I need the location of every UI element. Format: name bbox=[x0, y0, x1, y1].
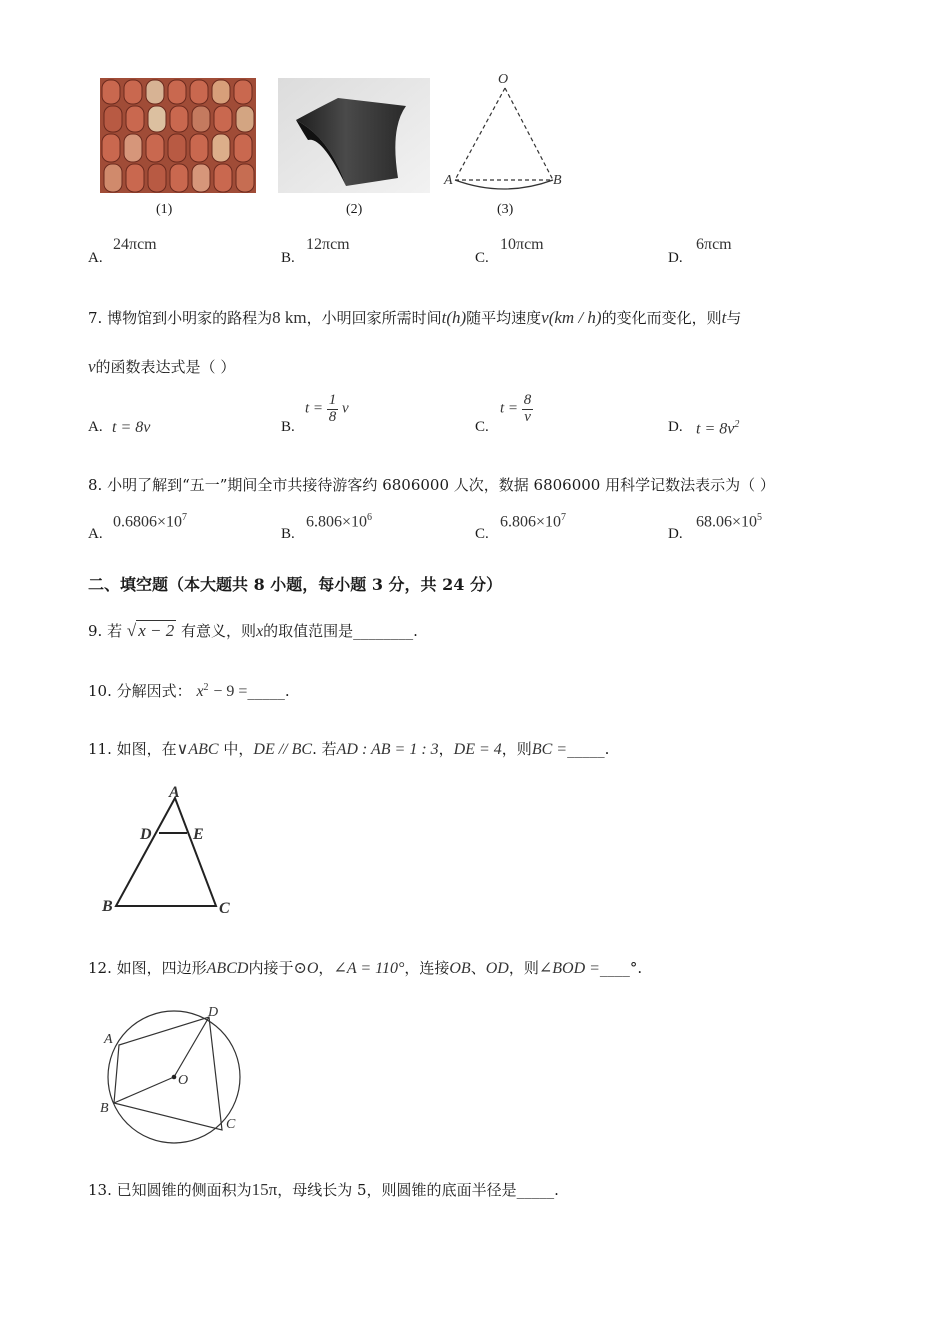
q8-option-d-exp: 5 bbox=[757, 512, 763, 523]
q11-text-a: 如图，在 bbox=[116, 740, 177, 758]
q7-speed-unit: v(km / h) bbox=[541, 308, 602, 327]
q7-option-b-letter: B. bbox=[281, 419, 295, 435]
q7-option-c-fraction bbox=[522, 393, 534, 426]
roof-tiles-image bbox=[100, 78, 256, 193]
question-10 bbox=[88, 683, 290, 700]
q7-text-d: 的变化而变化，则 bbox=[601, 309, 722, 327]
q11-de: DE = 4 bbox=[453, 741, 502, 758]
question-12 bbox=[88, 961, 642, 977]
q12-circle: ⊙O bbox=[293, 960, 319, 977]
q7-option-a-expr: t = 8v bbox=[112, 419, 151, 436]
question-7-line-1 bbox=[88, 309, 741, 326]
q7-option-b-pre: t = bbox=[305, 400, 324, 417]
q6-option-c-value: 10πcm bbox=[500, 236, 544, 253]
q12-label-c: C bbox=[226, 1117, 236, 1132]
q10-number: 10. bbox=[88, 682, 112, 700]
q11-label-d: D bbox=[140, 826, 152, 843]
q9-radicand: x − 2 bbox=[138, 621, 175, 640]
q12-label-o: O bbox=[178, 1073, 189, 1088]
q12-text-d: ，连接 bbox=[404, 959, 450, 977]
figure-caption-1: (1) bbox=[156, 202, 173, 217]
q8-option-c-base: 6.806×10 bbox=[500, 513, 562, 531]
q7-option-b-numerator: 1 bbox=[328, 392, 337, 408]
q8-option-a-letter: A. bbox=[88, 526, 103, 542]
fig3-label-a: A bbox=[444, 173, 453, 188]
single-tile-image bbox=[278, 78, 430, 193]
q7-line2-text: 的函数表达式是（ ） bbox=[95, 358, 236, 376]
q12-label-d: D bbox=[208, 1005, 219, 1020]
q12-text-f: ，则 bbox=[508, 959, 539, 977]
q7-option-d-base: t = 8v bbox=[696, 420, 735, 438]
q7-option-c-pre: t = bbox=[500, 400, 519, 417]
q12-abcd: ABCD bbox=[206, 960, 249, 977]
q6-option-a-letter: A. bbox=[88, 250, 103, 266]
question-7-line-2 bbox=[88, 358, 235, 375]
q12-bod: ∠BOD = bbox=[538, 960, 600, 977]
q11-bc: BC = bbox=[531, 741, 568, 758]
q11-ratio: AD : AB = 1 : 3 bbox=[336, 741, 439, 758]
q12-text-a: 如图，四边形 bbox=[116, 959, 207, 977]
q6-option-d-letter: D. bbox=[668, 250, 683, 266]
q11-text-b: 中， bbox=[223, 740, 254, 758]
q8-option-c-letter: C. bbox=[475, 526, 489, 542]
q8-option-b-exp: 6 bbox=[367, 512, 373, 523]
q8-number: 8. bbox=[88, 476, 103, 494]
q11-parallel: DE // BC bbox=[253, 741, 313, 758]
q7-v: v bbox=[88, 357, 96, 376]
q11-blank: _____. bbox=[567, 740, 610, 758]
q6-option-c-letter: C. bbox=[475, 250, 489, 266]
q8-option-b-value bbox=[306, 512, 372, 531]
q10-x: x bbox=[196, 683, 204, 700]
q13-area: 15π bbox=[251, 1180, 278, 1199]
q8-option-d-base: 68.06×10 bbox=[696, 513, 758, 531]
sector-diagram bbox=[440, 70, 570, 195]
q7-text-c: 随平均速度 bbox=[466, 309, 542, 327]
q8-option-a-value bbox=[113, 512, 187, 531]
q8-text: 小明了解到“五一”期间全市共接待游客约 6806000 人次，数据 6806000 用科学记数法表示为（ ） bbox=[107, 476, 775, 494]
fig3-label-b: B bbox=[553, 173, 562, 188]
q7-option-c-denominator: v bbox=[524, 408, 531, 425]
q7-option-b-denominator: 8 bbox=[328, 408, 337, 425]
question-11 bbox=[88, 742, 609, 758]
q13-number: 13. bbox=[88, 1181, 112, 1199]
q7-option-b-fraction bbox=[327, 393, 339, 426]
q7-text-e: 与 bbox=[726, 309, 742, 327]
q7-option-d-letter: D. bbox=[668, 419, 683, 435]
q13-text-b: ，母线长为 5，则圆锥的底面半径是_____. bbox=[277, 1181, 559, 1199]
q7-option-b-expr bbox=[305, 393, 349, 426]
section-2-heading: 二、填空题（本大题共 8 小题，每小题 3 分，共 24 分） bbox=[88, 575, 502, 594]
q6-option-a-value: 24πcm bbox=[113, 236, 157, 253]
q7-option-d-sup: 2 bbox=[734, 419, 740, 430]
figure-caption-2: (2) bbox=[346, 202, 363, 217]
q11-text-e: ，则 bbox=[501, 740, 532, 758]
q7-option-b-post: v bbox=[342, 400, 349, 417]
q12-text-b: 内接于 bbox=[248, 959, 294, 977]
q13-text-a: 已知圆锥的侧面积为 bbox=[116, 1181, 252, 1199]
q11-number: 11. bbox=[88, 740, 112, 758]
q9-text-b: 有意义，则 bbox=[181, 622, 257, 640]
question-9 bbox=[88, 622, 418, 640]
q9-x: x bbox=[256, 623, 264, 640]
q8-option-b-letter: B. bbox=[281, 526, 295, 542]
q12-od: OD bbox=[485, 960, 509, 977]
q10-sup: 2 bbox=[203, 682, 209, 693]
q7-option-d-expr bbox=[696, 419, 739, 438]
q9-number: 9. bbox=[88, 622, 103, 640]
fig3-label-o: O bbox=[498, 72, 509, 87]
q7-option-a-letter: A. bbox=[88, 419, 103, 435]
q8-option-b-base: 6.806×10 bbox=[306, 513, 368, 531]
q7-distance: 8 km bbox=[272, 308, 307, 327]
q8-option-c-value bbox=[500, 512, 566, 531]
q10-text-a: 分解因式： bbox=[116, 682, 192, 700]
q7-t: t bbox=[721, 308, 727, 327]
figure-caption-3: (3) bbox=[497, 202, 514, 217]
question-13 bbox=[88, 1181, 559, 1198]
q6-option-b-value: 12πcm bbox=[306, 236, 350, 253]
q11-label-e: E bbox=[193, 826, 204, 843]
q12-label-b: B bbox=[100, 1101, 109, 1116]
q10-expr-b: − 9 = bbox=[213, 683, 248, 700]
q11-triangle: ∨ABC bbox=[176, 741, 219, 758]
q7-number: 7. bbox=[88, 309, 103, 327]
q12-text-e: 、 bbox=[470, 959, 486, 977]
q7-option-c-expr bbox=[500, 393, 533, 426]
q11-text-c: . 若 bbox=[312, 740, 337, 758]
q12-ob: OB bbox=[449, 960, 471, 977]
q6-option-b-letter: B. bbox=[281, 250, 295, 266]
triangle-diagram bbox=[100, 782, 240, 917]
q10-blank: _____. bbox=[247, 682, 290, 700]
q7-option-c-numerator: 8 bbox=[523, 392, 532, 408]
q8-option-a-exp: 7 bbox=[182, 512, 188, 523]
q11-label-a: A bbox=[169, 784, 180, 801]
q8-option-c-exp: 7 bbox=[561, 512, 567, 523]
q12-text-c: ， bbox=[318, 959, 334, 977]
q7-option-c-letter: C. bbox=[475, 419, 489, 435]
q7-text-b: ，小明回家所需时间 bbox=[306, 309, 442, 327]
question-8 bbox=[88, 478, 775, 493]
q9-text-a: 若 bbox=[107, 622, 123, 640]
q12-blank: ____°. bbox=[599, 959, 643, 977]
q8-option-a-base: 0.6806×10 bbox=[113, 513, 183, 531]
q12-label-a: A bbox=[104, 1032, 113, 1047]
q7-time-unit: t(h) bbox=[441, 308, 467, 327]
q8-option-d-letter: D. bbox=[668, 526, 683, 542]
q11-label-b: B bbox=[102, 898, 113, 915]
q11-label-c: C bbox=[219, 900, 230, 917]
q9-text-c: 的取值范围是________. bbox=[263, 622, 418, 640]
q9-sqrt: √ x − 2 bbox=[126, 621, 175, 640]
q12-number: 12. bbox=[88, 959, 112, 977]
q7-text-a: 博物馆到小明家的路程为 bbox=[107, 309, 273, 327]
q8-option-d-value bbox=[696, 512, 762, 531]
q11-text-d: ， bbox=[438, 740, 454, 758]
q6-option-d-value: 6πcm bbox=[696, 236, 732, 253]
q12-angle: ∠A = 110° bbox=[333, 960, 405, 977]
